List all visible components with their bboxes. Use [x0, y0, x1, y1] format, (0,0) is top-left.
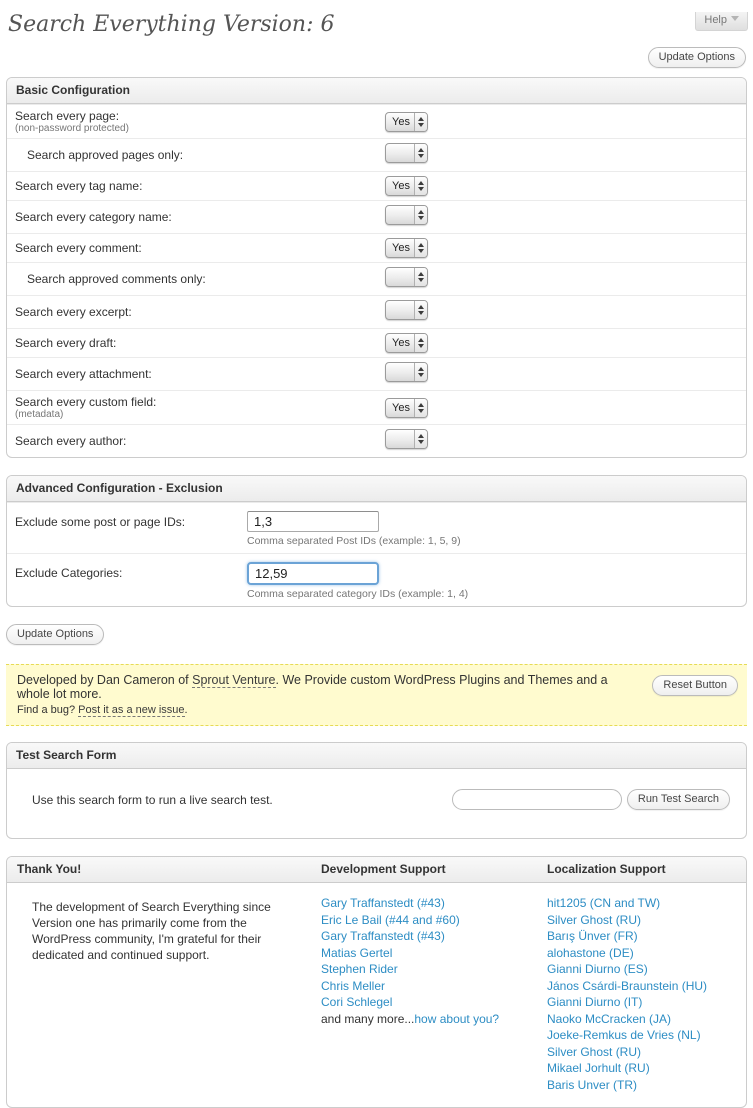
help-label: Help: [704, 14, 727, 26]
supporter-link[interactable]: Gary Traffanstedt (#43): [321, 896, 445, 910]
supporter-link[interactable]: Matias Gertel: [321, 945, 393, 960]
select-value: [386, 206, 414, 224]
select-value: Yes: [392, 115, 410, 128]
config-row: [7, 104, 746, 138]
yes-no-select[interactable]: [385, 429, 428, 449]
select-stepper-icon: [414, 113, 427, 131]
translator-link[interactable]: Gianni Diurno (ES): [547, 962, 648, 976]
list-item: [547, 1062, 736, 1074]
setting-sublabel: (non-password protected): [15, 123, 129, 134]
localization-support-title: Localization Support: [547, 862, 666, 876]
list-item: [321, 897, 547, 909]
config-row: [7, 171, 746, 200]
list-item: [321, 980, 547, 992]
list-item: [547, 930, 736, 942]
select-value: [386, 430, 414, 448]
select-value: [386, 268, 414, 286]
translator-link[interactable]: hit1205 (CN and TW): [547, 896, 661, 910]
developer-notice: [6, 664, 747, 726]
test-search-input[interactable]: [452, 789, 622, 810]
select-value: [386, 363, 414, 381]
list-item: [547, 1046, 736, 1058]
select-stepper-icon: [414, 144, 427, 162]
translator-link[interactable]: Baris Unver (TR): [547, 1077, 638, 1092]
select-value: Yes: [392, 242, 410, 254]
section-title: Basic Configuration: [7, 78, 746, 104]
list-item: [547, 1079, 736, 1091]
notice-text: . We Provide custom WordPress Plugins and Themes and a whole lot more.: [17, 673, 608, 701]
notice-text: Find a bug?: [17, 704, 79, 716]
helper-text: Comma separated Post IDs (example: 1, 5, 9): [247, 535, 461, 547]
list-item: [547, 996, 736, 1008]
setting-label: Search every attachment:: [15, 367, 152, 381]
thank-you-title: Thank You!: [17, 862, 82, 876]
select-stepper-icon: [414, 268, 427, 286]
config-row: [7, 390, 746, 424]
thank-you-message: The development of Search Everything since Version one has primarily come from the WordPress community, I'm grateful for their dedicated and continued support.: [32, 900, 271, 962]
report-bug-link[interactable]: Post it as a new issue: [78, 704, 185, 716]
setting-sublabel: (metadata): [15, 409, 64, 420]
translator-link[interactable]: Mikael Jorhult (RU): [547, 1061, 650, 1075]
yes-no-select[interactable]: [385, 333, 428, 353]
config-row: [7, 357, 746, 390]
supporter-link[interactable]: Chris Meller: [321, 978, 386, 993]
config-row: [7, 424, 746, 457]
exclude-categories-input[interactable]: [247, 562, 379, 585]
translator-link[interactable]: Silver Ghost (RU): [547, 912, 642, 927]
yes-no-select[interactable]: [385, 176, 428, 196]
supporter-link[interactable]: Cori Schlegel: [321, 995, 393, 1009]
setting-label: Search every author:: [15, 434, 127, 448]
translator-link[interactable]: Gianni Diurno (IT): [547, 995, 643, 1009]
list-item: [547, 980, 736, 992]
development-support-title: Development Support: [321, 862, 446, 876]
page-title: Search Everything Version: 6: [8, 12, 335, 37]
select-stepper-icon: [414, 301, 427, 319]
exclude-categories-row: [7, 553, 746, 606]
setting-label: Search every tag name:: [15, 179, 143, 193]
config-row: [7, 262, 746, 295]
sprout-venture-link[interactable]: Sprout Venture: [192, 673, 276, 687]
more-text: and many more...: [321, 1011, 415, 1026]
select-stepper-icon: [414, 363, 427, 381]
yes-no-select[interactable]: [385, 362, 428, 382]
setting-label: Search every page:: [15, 109, 120, 123]
how-about-you-link[interactable]: how about you?: [414, 1011, 500, 1026]
section-title: Advanced Configuration - Exclusion: [7, 476, 746, 502]
select-stepper-icon: [414, 206, 427, 224]
yes-no-select[interactable]: [385, 205, 428, 225]
config-row: [7, 200, 746, 233]
setting-label: Search every excerpt:: [15, 305, 132, 319]
list-item: [321, 947, 547, 959]
select-value: Yes: [392, 337, 410, 349]
basic-configuration-rows: [7, 104, 746, 457]
translator-link[interactable]: Barış Ünver (FR): [547, 929, 638, 943]
setting-label: Search approved comments only:: [27, 272, 206, 286]
update-options-button-top[interactable]: Update Options: [648, 47, 746, 68]
localization-support-list: [547, 897, 736, 1091]
list-item: [547, 914, 736, 926]
setting-label: Search every category name:: [15, 210, 172, 224]
test-search-form-section: [6, 742, 747, 839]
basic-configuration-section: [6, 77, 747, 458]
notice-text: Developed by Dan Cameron of: [17, 673, 193, 687]
yes-no-select[interactable]: [385, 238, 428, 258]
config-row: [7, 295, 746, 328]
setting-label: Exclude some post or page IDs:: [15, 515, 186, 529]
yes-no-select[interactable]: [385, 398, 428, 418]
list-item: [547, 1013, 736, 1025]
exclude-posts-row: [7, 502, 746, 553]
select-stepper-icon: [414, 239, 427, 257]
select-value: [386, 301, 414, 319]
section-title: Test Search Form: [7, 743, 746, 769]
update-options-button-bottom[interactable]: Update Options: [6, 624, 104, 645]
select-value: Yes: [392, 401, 410, 414]
yes-no-select[interactable]: [385, 143, 428, 163]
reset-button[interactable]: Reset Button: [652, 675, 738, 696]
advanced-configuration-section: [6, 475, 747, 607]
yes-no-select[interactable]: [385, 267, 428, 287]
select-stepper-icon: [414, 334, 427, 352]
translator-link[interactable]: János Csárdi-Braunstein (HU): [547, 978, 708, 993]
list-item: [547, 947, 736, 959]
translator-link[interactable]: alohastone (DE): [547, 945, 634, 960]
config-row: [7, 233, 746, 262]
list-item: [321, 930, 547, 942]
select-stepper-icon: [414, 399, 427, 417]
supporter-link[interactable]: Stephen Rider: [321, 962, 398, 976]
select-value: Yes: [392, 180, 410, 192]
setting-label: Search approved pages only:: [27, 148, 184, 162]
select-value: [386, 144, 414, 162]
chevron-down-icon: [731, 16, 739, 21]
thank-you-section: [6, 856, 747, 1108]
config-row: [7, 328, 746, 357]
help-button[interactable]: [695, 12, 748, 31]
translator-link[interactable]: Joeke-Remkus de Vries (NL): [547, 1028, 701, 1042]
list-item: [547, 897, 736, 909]
select-stepper-icon: [414, 430, 427, 448]
yes-no-select[interactable]: [385, 300, 428, 320]
setting-label: Search every draft:: [15, 336, 117, 350]
list-item: [547, 1029, 736, 1041]
setting-label: Search every custom field:: [15, 395, 157, 409]
test-form-description: Use this search form to run a live search test.: [32, 792, 273, 807]
setting-label: Search every comment:: [15, 241, 142, 255]
list-item: [321, 963, 547, 975]
select-stepper-icon: [414, 177, 427, 195]
supporter-link[interactable]: Eric Le Bail (#44 and #60): [321, 912, 460, 927]
exclude-post-ids-input[interactable]: [247, 511, 379, 532]
run-test-search-button[interactable]: Run Test Search: [627, 789, 730, 810]
list-item: [321, 914, 547, 926]
helper-text: Comma separated category IDs (example: 1, 4): [247, 588, 469, 600]
notice-text: .: [184, 704, 188, 716]
setting-label: Exclude Categories:: [15, 566, 123, 580]
list-item: [321, 996, 547, 1008]
translator-link[interactable]: Naoko McCracken (JA): [547, 1011, 672, 1026]
config-row: [7, 138, 746, 171]
translator-link[interactable]: Silver Ghost (RU): [547, 1044, 642, 1059]
list-item: [547, 963, 736, 975]
yes-no-select[interactable]: [385, 112, 428, 132]
dev-support-list: [321, 897, 547, 1008]
supporter-link[interactable]: Gary Traffanstedt (#43): [321, 929, 445, 943]
